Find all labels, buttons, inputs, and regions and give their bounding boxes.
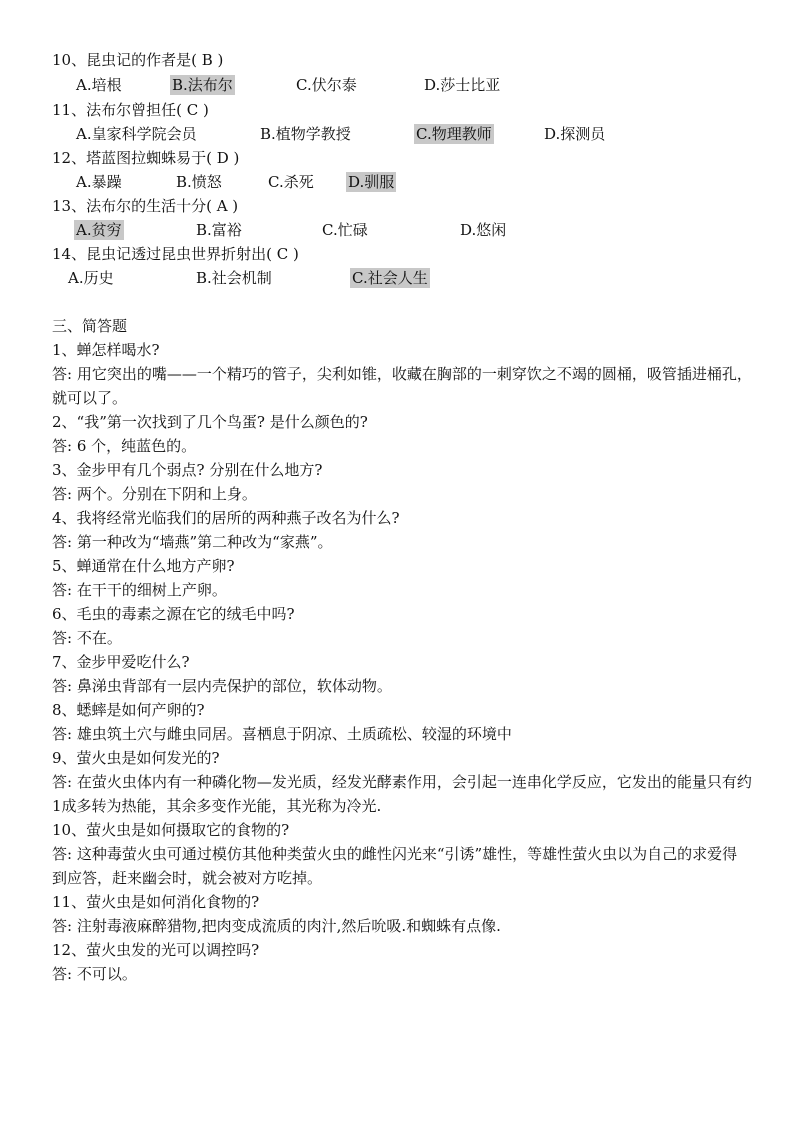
mc-question-10: 10、昆虫记的作者是( B ): [52, 51, 224, 69]
qa-answer-12: 答: 不可以。: [52, 965, 137, 983]
qa-answer-1: 答: 用它突出的嘴——一个精巧的管子，尖利如锥，收藏在胸部的一刺穿饮之不竭的圆桶，吸管插进桶孔，就可以了。: [52, 365, 752, 407]
mc-option-answer: C.物理教师: [416, 125, 492, 143]
mc-question-14: 14、昆虫记透过昆虫世界折射出( C ): [52, 245, 299, 263]
qa-answer-9: 答: 在萤火虫体内有一种磷化物—发光质，经发光酵素作用，会引起一连串化学反应，它发出的能量只有约1成多转为热能，其余多变作光能，其光称为冷光.: [52, 773, 752, 815]
mc-option: A.培根: [76, 76, 122, 94]
mc-option-answer: D.驯服: [348, 173, 395, 191]
qa-answer-8: 答: 雄虫筑土穴与雌虫同居。喜栖息于阴凉、土质疏松、较湿的环境中: [52, 725, 512, 743]
mc-option-answer: B.法布尔: [172, 76, 233, 94]
mc-option: B.富裕: [196, 221, 242, 239]
mc-option-answer: C.社会人生: [352, 269, 428, 287]
qa-question-1: 1、蝉怎样喝水?: [52, 341, 160, 359]
qa-question-7: 7、金步甲爱吃什么?: [52, 653, 190, 671]
mc-option: B.植物学教授: [260, 125, 351, 143]
mc-option: A.暴躁: [76, 173, 122, 191]
qa-answer-3: 答: 两个。分别在下阴和上身。: [52, 485, 257, 503]
mc-option: C.忙碌: [322, 221, 368, 239]
mc-option: C.伏尔泰: [296, 76, 357, 94]
mc-option: D.探测员: [544, 125, 606, 143]
mc-option: C.杀死: [268, 173, 314, 191]
mc-option: A.皇家科学院会员: [76, 125, 197, 143]
mc-option: B.社会机制: [196, 269, 272, 287]
qa-question-10: 10、萤火虫是如何摄取它的食物的?: [52, 821, 290, 839]
qa-answer-6: 答: 不在。: [52, 629, 122, 647]
qa-answer-4: 答: 第一种改为“墙燕”第二种改为“家燕”。: [52, 533, 333, 551]
mc-option: A.历史: [68, 269, 114, 287]
qa-question-2: 2、“我”第一次找到了几个鸟蛋? 是什么颜色的?: [52, 413, 368, 431]
qa-question-11: 11、萤火虫是如何消化食物的?: [52, 893, 260, 911]
qa-question-3: 3、金步甲有几个弱点? 分别在什么地方?: [52, 461, 323, 479]
qa-answer-2: 答: 6 个，纯蓝色的。: [52, 437, 197, 455]
qa-question-6: 6、毛虫的毒素之源在它的绒毛中吗?: [52, 605, 295, 623]
qa-question-12: 12、萤火虫发的光可以调控吗?: [52, 941, 260, 959]
qa-answer-10: 答: 这种毒萤火虫可通过模仿其他种类萤火虫的雌性闪光来“引诱”雄性，等雄性萤火虫以为自己的求爱得到应答，赶来幽会时，就会被对方吃掉。: [52, 845, 738, 887]
mc-option-answer: A.贫穷: [76, 221, 122, 239]
mc-question-12: 12、塔蓝图拉蜘蛛易于( D ): [52, 149, 240, 167]
qa-question-8: 8、蟋蟀是如何产卵的?: [52, 701, 205, 719]
mc-question-11: 11、法布尔曾担任( C ): [52, 101, 209, 119]
mc-option: D.莎士比亚: [424, 76, 501, 94]
qa-question-4: 4、我将经常光临我们的居所的两种燕子改名为什么?: [52, 509, 400, 527]
qa-answer-11: 答: 注射毒液麻醉猎物,把肉变成流质的肉汁,然后吮吸.和蜘蛛有点像.: [52, 917, 501, 935]
mc-question-13: 13、法布尔的生活十分( A ): [52, 197, 239, 215]
qa-question-5: 5、蝉通常在什么地方产卵?: [52, 557, 235, 575]
section-title: 三、简答题: [52, 317, 128, 335]
qa-answer-7: 答: 鼻涕虫背部有一层内壳保护的部位，软体动物。: [52, 677, 392, 695]
mc-option: D.悠闲: [460, 221, 507, 239]
mc-option: B.愤怒: [176, 173, 222, 191]
qa-answer-5: 答: 在干干的细树上产卵。: [52, 581, 227, 599]
qa-question-9: 9、萤火虫是如何发光的?: [52, 749, 220, 767]
